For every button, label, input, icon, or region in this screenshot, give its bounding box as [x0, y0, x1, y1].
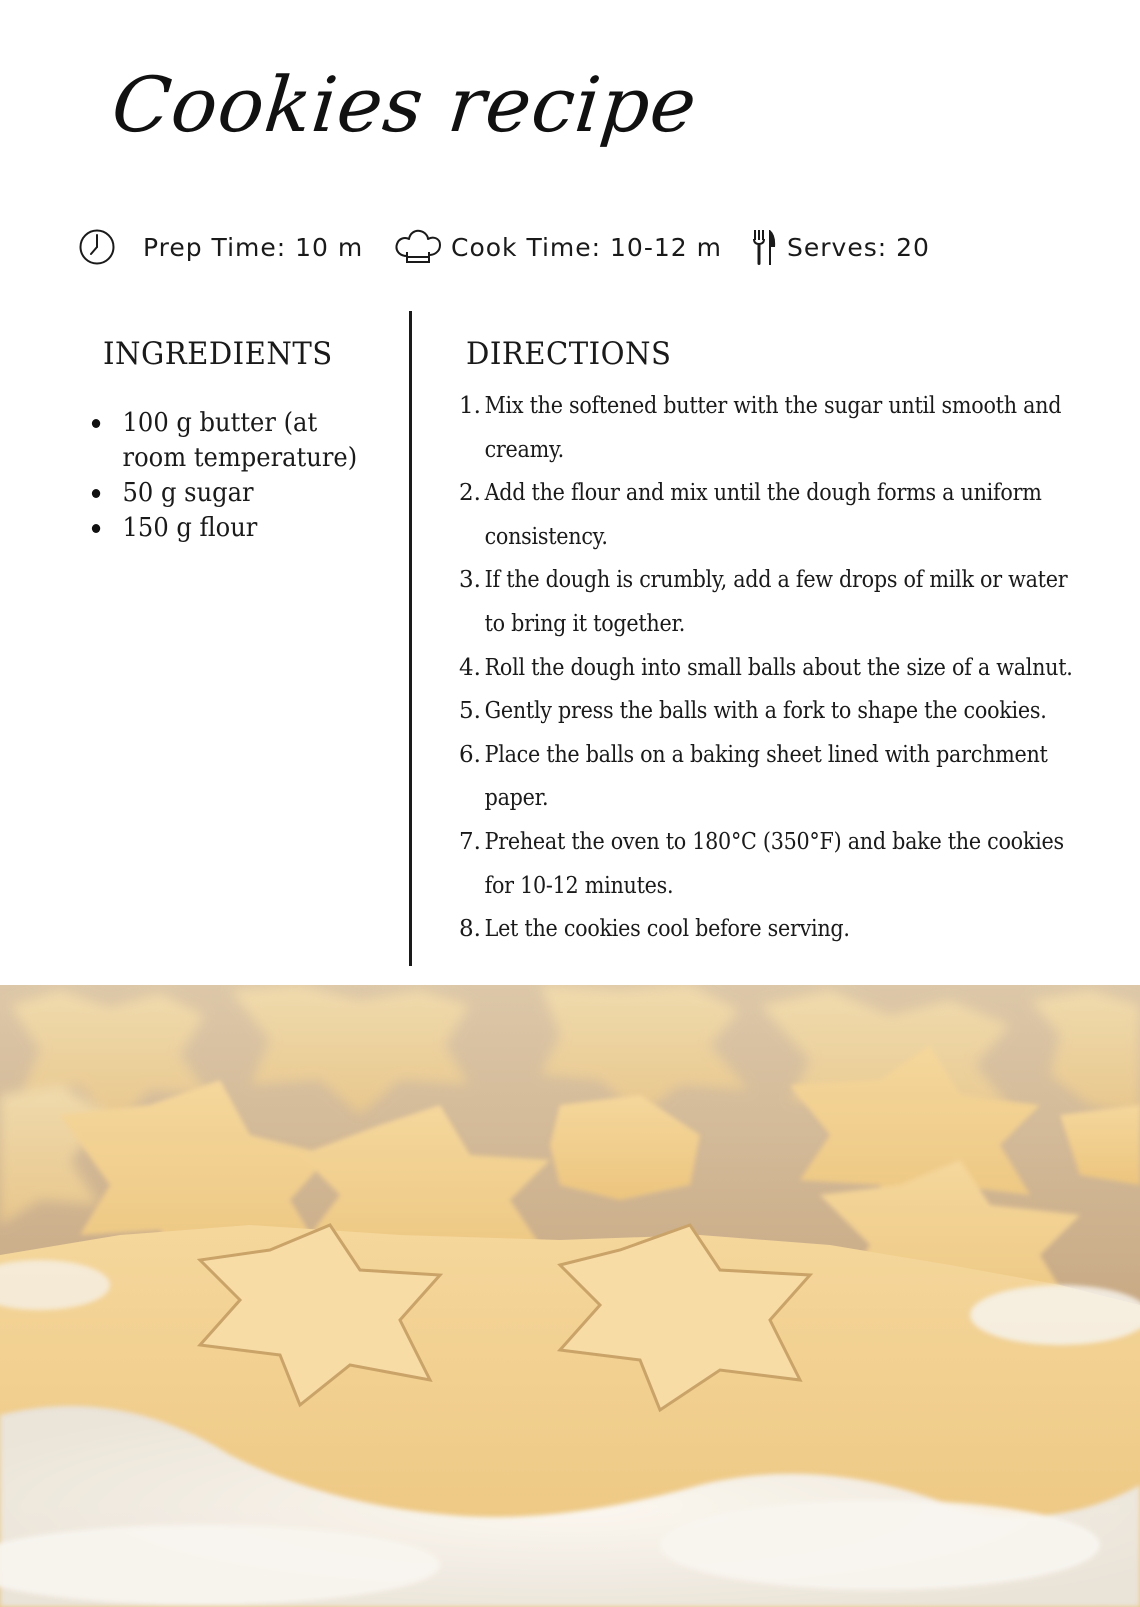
- cook-time: [393, 222, 722, 272]
- step-number: 6.: [459, 741, 481, 768]
- step-text-line: If the dough is crumbly, add a few drops of milk or water: [484, 567, 1068, 594]
- directions-heading: DIRECTIONS: [466, 336, 672, 372]
- cookie-dough-photo: [0, 985, 1140, 1607]
- step-text-line: Roll the dough into small balls about the size of a walnut.: [484, 654, 1073, 681]
- step-number: 4.: [459, 654, 481, 681]
- ingredient-item: 100 g butter (at room temperature): [90, 406, 369, 476]
- cutlery-icon: [752, 227, 778, 267]
- chef-hat-icon: [393, 227, 443, 267]
- bullet: [92, 419, 100, 428]
- step-text-line: for 10-12 minutes.: [484, 872, 674, 899]
- ingredients-list: [90, 406, 390, 546]
- prep-time-label: Prep Time: 10 m: [143, 232, 364, 262]
- step-number: 7.: [459, 828, 481, 855]
- direction-step: [455, 472, 1135, 559]
- direction-step: [455, 559, 1135, 646]
- recipe-title: Cookies recipe: [108, 60, 702, 149]
- direction-step: [455, 734, 1135, 821]
- step-text-line: Place the balls on a baking sheet lined with parchment: [484, 741, 1048, 768]
- step-text-line: paper.: [484, 785, 549, 812]
- serves: [752, 222, 930, 272]
- direction-step: [455, 385, 1135, 472]
- serves-label: Serves: 20: [787, 232, 930, 262]
- ingredient-item: 150 g flour: [90, 511, 369, 546]
- step-text-line: Add the flour and mix until the dough forms a uniform: [484, 480, 1042, 507]
- recipe-meta: [0, 222, 1140, 272]
- clock-icon: [78, 228, 116, 266]
- prep-time: [78, 222, 363, 272]
- bullet: [92, 489, 100, 498]
- step-number: 3.: [459, 567, 481, 594]
- step-number: 2.: [459, 480, 481, 507]
- bullet: [92, 524, 100, 533]
- ingredient-item: 50 g sugar: [90, 476, 369, 511]
- direction-step: [455, 690, 1135, 734]
- step-text-line: Gently press the balls with a fork to shape the cookies.: [484, 698, 1047, 725]
- step-number: 5.: [459, 698, 481, 725]
- cook-time-label: Cook Time: 10-12 m: [451, 232, 722, 262]
- step-number: 1.: [459, 393, 481, 419]
- step-text-line: to bring it together.: [484, 610, 686, 637]
- step-text-line: Mix the softened butter with the sugar until smooth and: [484, 393, 1062, 419]
- step-text-line: Let the cookies cool before serving.: [484, 916, 850, 943]
- direction-step: [455, 908, 1135, 952]
- ingredients-heading: INGREDIENTS: [103, 336, 333, 372]
- direction-step: [455, 647, 1135, 691]
- step-text-line: Preheat the oven to 180°C (350°F) and bake the cookies: [484, 828, 1064, 855]
- step-number: 8.: [459, 916, 481, 943]
- column-divider: [409, 311, 412, 966]
- step-text-line: consistency.: [484, 523, 608, 550]
- directions-list: [455, 385, 1135, 952]
- direction-step: [455, 821, 1135, 908]
- step-text-line: creamy.: [484, 436, 564, 463]
